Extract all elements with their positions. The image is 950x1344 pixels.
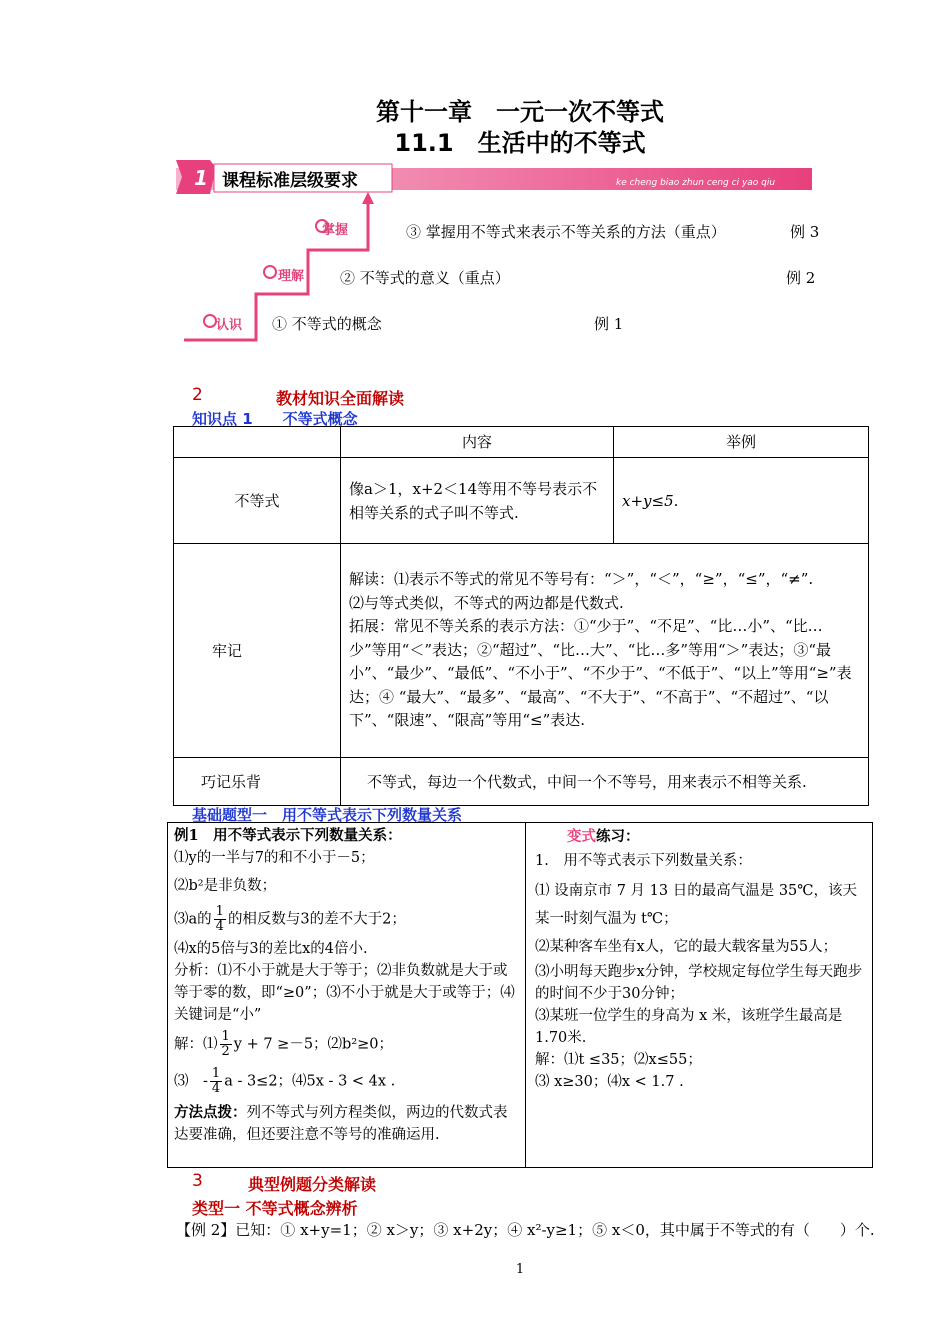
solution-prefix: 解：⑴ xyxy=(174,1036,218,1053)
table-header-content: 内容 xyxy=(341,427,614,458)
fraction-quarter-2 xyxy=(210,1067,222,1096)
banner-label: 课程标准层级要求 xyxy=(222,171,358,191)
row-label-remember: 牢记 xyxy=(174,544,341,758)
table-header-blank xyxy=(174,427,341,458)
example-1-q3 xyxy=(174,905,519,934)
fraction-quarter xyxy=(214,905,226,934)
variation-panel xyxy=(527,823,872,1167)
q3-prefix: ⑶a的 xyxy=(174,911,212,928)
requirement-1: ① 不等式的概念 xyxy=(272,315,382,333)
basic-type-heading: 基础题型一 用不等式表示下列数量关系 xyxy=(192,806,463,824)
example-1-analysis: 分析：⑴不小于就是大于等于；⑵非负数就是大于或等于零的数，即“≥0”；⑶不小于就是大于或等于；⑷关键词是“小” xyxy=(174,963,515,1023)
variation-title-red: 变式 xyxy=(567,828,596,845)
requirement-2: ② 不等式的意义（重点） xyxy=(340,269,510,287)
fraction-half xyxy=(220,1030,232,1059)
row-content-inequality: 像a＞1，x+2＜14等用不等号表示不相等关系的式子叫不等式. xyxy=(341,458,614,544)
row-example-inequality: x+y≤5. xyxy=(614,458,869,544)
section-2-title: 教材知识全面解读 xyxy=(276,389,405,408)
chapter-title: 第十一章 一元一次不等式 xyxy=(376,98,664,126)
section-2-number: 2 xyxy=(192,385,203,405)
variation-intro: 1. 用不等式表示下列数量关系： xyxy=(535,853,752,869)
fraction-num: 1 xyxy=(221,1029,230,1044)
requirement-3: ③ 掌握用不等式来表示不等关系的方法（重点） xyxy=(406,223,726,241)
example-2-text: 【例 2】已知：① x+y=1；② x＞y；③ x+2y；④ x²-y≥1；⑤ x＜0，其中属于不等式的有（ ）个. xyxy=(176,1221,875,1239)
type-1-heading: 类型一 不等式概念辨析 xyxy=(192,1199,358,1218)
example-1-solution-3 xyxy=(174,1067,519,1096)
knowledge-table xyxy=(173,426,869,806)
row-label-inequality: 不等式 xyxy=(174,458,341,544)
q3-suffix: 的相反数与3的差不大于2； xyxy=(227,911,406,928)
variation-q1: ⑴ 设南京市 7 月 13 日的最高气温是 35℃，该天某一时刻气温为 t℃； xyxy=(535,883,858,927)
example-1-panel xyxy=(168,823,526,1167)
fraction-den: 4 xyxy=(211,1081,221,1096)
solution-3-prefix: ⑶ - xyxy=(174,1073,208,1090)
variation-q3: ⑶小明每天跑步x分钟，学校规定每位学生每天跑步的时间不少于30分钟； xyxy=(535,964,863,1002)
variation-title-rest: 练习： xyxy=(596,828,640,845)
knowledge-point-heading: 知识点 1 不等式概念 xyxy=(192,410,358,428)
fraction-den: 2 xyxy=(221,1044,230,1059)
tip-label: 方法点拨： xyxy=(174,1104,247,1121)
fraction-num: 1 xyxy=(215,904,224,919)
method-tip xyxy=(174,1102,519,1146)
level-know: 认识 xyxy=(216,318,243,333)
fraction-num: 1 xyxy=(211,1066,221,1081)
variation-answer-2: ⑶ x≥30；⑷x < 1.7 . xyxy=(535,1074,684,1090)
example-box xyxy=(167,822,873,1168)
remember-line-2: ⑵与等式类似，不等式的两边都是代数式. xyxy=(349,593,624,612)
requirement-2-example: 例 2 xyxy=(786,269,816,287)
row-content-remember xyxy=(341,544,869,758)
section-title: 11.1 生活中的不等式 xyxy=(394,129,646,157)
variation-answer-1: 解：⑴t ≤35；⑵x≤55； xyxy=(535,1052,702,1068)
requirement-1-example: 例 1 xyxy=(594,315,624,333)
page-number: 1 xyxy=(515,1262,525,1277)
row-label-mnemonic: 巧记乐背 xyxy=(174,758,341,806)
example-1-q4: ⑷x的5倍与3的差比x的4倍小. xyxy=(174,941,368,957)
level-master: 掌握 xyxy=(322,223,349,238)
variation-q4: ⑶某班一位学生的身高为 x 米，该班学生最高是1.70米. xyxy=(535,1008,843,1046)
row-content-mnemonic: 不等式，每边一个代数式，中间一个不等号，用来表示不相等关系. xyxy=(341,758,869,806)
section-3-number: 3 xyxy=(192,1171,203,1191)
variation-q2: ⑵某种客车坐有x人，它的最大载客量为55人； xyxy=(535,939,838,955)
remember-line-1: 解读：⑴表示不等式的常见不等号有：“＞”，“＜”，“≥”，“≤”，“≠”. xyxy=(349,570,814,589)
fraction-den: 4 xyxy=(215,919,224,934)
example-1-solution-1 xyxy=(174,1030,519,1059)
variation-title xyxy=(535,825,864,849)
example-1-q1: ⑴y的一半与7的和不小于－5； xyxy=(174,850,375,866)
solution-1-rest: y + 7 ≥－5；⑵b²≥0； xyxy=(233,1036,394,1053)
banner-pinyin: ke cheng biao zhun ceng ci yao qiu xyxy=(616,178,776,188)
solution-3-rest: a - 3≤2；⑷5x - 3 < 4x . xyxy=(224,1073,396,1090)
tip-text: 列不等式与列方程类似，两边的代数式表达要准确，但还要注意不等号的准确运用. xyxy=(174,1105,508,1143)
level-understand: 理解 xyxy=(278,269,305,284)
remember-line-3: 拓展：常见不等关系的表示方法：①“少于”、“不足”、“比…小”、“比…少”等用“＜”表达；②“超过”、“比…大”、“比…多”等用“＞”表达；③“最小”、“最少”、“最低”、“不小于”、“不少于”、“不低于”、“以上”等用“≥”表达；④ “最大”、“最多”、“最高”、“不大于”、“不高于”、“不超过”、“以下”、“限速”、“限高”等用“≤”表达. xyxy=(349,617,852,730)
section-3-title: 典型例题分类解读 xyxy=(248,1175,377,1194)
table-header-example: 举例 xyxy=(614,427,869,458)
example-1-q2: ⑵b²是非负数； xyxy=(174,878,277,894)
banner-number: 1 xyxy=(194,166,208,190)
example-1-title: 例1 用不等式表示下列数量关系： xyxy=(174,827,402,844)
requirement-3-example: 例 3 xyxy=(790,223,820,241)
